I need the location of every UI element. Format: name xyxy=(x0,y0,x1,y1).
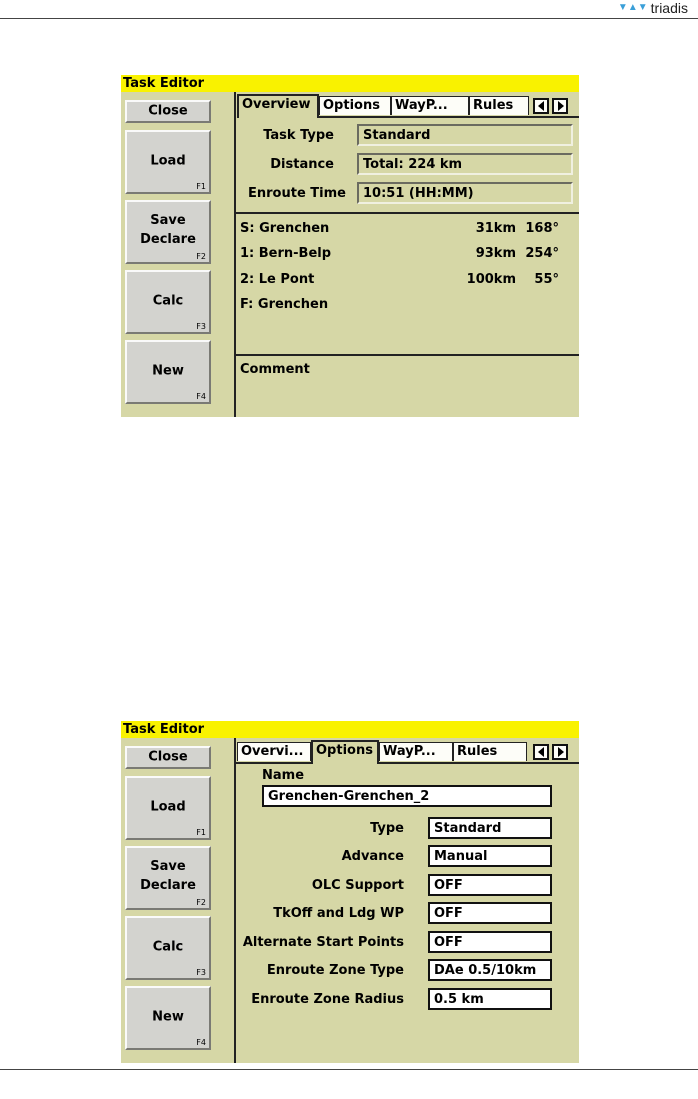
window-title: Task Editor xyxy=(121,75,579,92)
header-rule xyxy=(0,18,698,19)
option-alt-start-label: Alternate Start Points xyxy=(242,935,404,950)
load-button[interactable]: Load F1 xyxy=(125,776,211,840)
calc-button[interactable]: Calc F3 xyxy=(125,916,211,980)
option-tkoff-ldg-label: TkOff and Ldg WP xyxy=(273,906,404,921)
tab-options[interactable]: Options xyxy=(311,740,379,764)
tab-next-button[interactable] xyxy=(552,744,568,760)
waypoint-name[interactable]: S: Grenchen xyxy=(240,221,330,236)
fkey-label: F2 xyxy=(196,252,206,261)
tab-waypoints[interactable]: WayP... xyxy=(379,742,453,761)
function-key-sidebar xyxy=(121,92,235,417)
section-divider xyxy=(236,212,579,214)
fkey-label: F1 xyxy=(196,182,206,191)
waypoint-distance: 100km xyxy=(466,272,516,287)
tab-underline xyxy=(379,762,579,764)
waypoint-name[interactable]: 2: Le Pont xyxy=(240,272,315,287)
tab-prev-button[interactable] xyxy=(533,98,549,114)
waypoint-distance: 93km xyxy=(475,246,516,261)
tab-underline xyxy=(236,762,311,764)
new-button[interactable]: New F4 xyxy=(125,340,211,404)
arrow-right-icon xyxy=(558,747,564,757)
fkey-label: F1 xyxy=(196,828,206,837)
task-editor-screen-overview xyxy=(121,75,579,417)
comment-label: Comment xyxy=(240,362,310,377)
footer-rule xyxy=(0,1069,698,1070)
fkey-label: F4 xyxy=(196,392,206,401)
calc-button[interactable]: Calc F3 xyxy=(125,270,211,334)
tab-prev-button[interactable] xyxy=(533,744,549,760)
waypoint-bearing: 254° xyxy=(525,246,559,261)
brand-triangles-icon: ▼▲▼ xyxy=(617,2,648,13)
option-type-label: Type xyxy=(370,821,404,836)
option-alt-start-field[interactable]: OFF xyxy=(428,931,552,953)
distance-field: Total: 224 km xyxy=(357,153,573,175)
waypoint-distance: 31km xyxy=(475,221,516,236)
task-type-field[interactable]: Standard xyxy=(357,124,573,146)
fkey-label: F4 xyxy=(196,1038,206,1047)
tab-options[interactable]: Options xyxy=(319,96,391,115)
task-editor-screen-options xyxy=(121,721,579,1063)
arrow-right-icon xyxy=(558,101,564,111)
enroute-time-label: Enroute Time xyxy=(248,186,346,201)
tab-rules[interactable]: Rules xyxy=(453,742,527,761)
option-zone-radius-label: Enroute Zone Radius xyxy=(251,992,404,1007)
window-title: Task Editor xyxy=(121,721,579,738)
tab-next-button[interactable] xyxy=(552,98,568,114)
task-name-input[interactable]: Grenchen-Grenchen_2 xyxy=(262,785,552,807)
fkey-label: F2 xyxy=(196,898,206,907)
waypoint-name[interactable]: 1: Bern-Belp xyxy=(240,246,332,261)
fkey-label: F3 xyxy=(196,322,206,331)
save-declare-button[interactable]: Save Declare F2 xyxy=(125,200,211,264)
new-button[interactable]: New F4 xyxy=(125,986,211,1050)
sidebar-divider xyxy=(234,738,236,1063)
comment-divider xyxy=(236,354,579,356)
tab-underline xyxy=(318,116,579,118)
option-tkoff-ldg-field[interactable]: OFF xyxy=(428,902,552,924)
option-advance-label: Advance xyxy=(341,849,404,864)
load-button[interactable]: Load F1 xyxy=(125,130,211,194)
close-button[interactable]: Close xyxy=(125,746,211,769)
waypoint-name[interactable]: F: Grenchen xyxy=(240,297,329,312)
arrow-left-icon xyxy=(538,101,544,111)
arrow-left-icon xyxy=(538,747,544,757)
option-type-field[interactable]: Standard xyxy=(428,817,552,839)
save-declare-button[interactable]: Save Declare F2 xyxy=(125,846,211,910)
enroute-time-field: 10:51 (HH:MM) xyxy=(357,182,573,204)
tab-overview[interactable]: Overvi... xyxy=(237,742,311,761)
waypoint-bearing: 55° xyxy=(534,272,559,287)
close-button[interactable]: Close xyxy=(125,100,211,123)
option-zone-type-label: Enroute Zone Type xyxy=(266,963,404,978)
fkey-label: F3 xyxy=(196,968,206,977)
option-olc-support-field[interactable]: OFF xyxy=(428,874,552,896)
option-zone-radius-field[interactable]: 0.5 km xyxy=(428,988,552,1010)
distance-label: Distance xyxy=(270,157,334,172)
option-olc-support-label: OLC Support xyxy=(311,878,404,893)
brand-logo xyxy=(618,0,688,16)
option-zone-type-field[interactable]: DAe 0.5/10km xyxy=(428,959,552,981)
option-advance-field[interactable]: Manual xyxy=(428,845,552,867)
function-key-sidebar xyxy=(121,738,235,1063)
waypoint-bearing: 168° xyxy=(525,221,559,236)
tab-overview[interactable]: Overview xyxy=(237,94,319,118)
tab-rules[interactable]: Rules xyxy=(469,96,529,115)
tab-waypoints[interactable]: WayP... xyxy=(391,96,469,115)
task-type-label: Task Type xyxy=(263,128,334,143)
task-name-label: Name xyxy=(262,768,305,783)
brand-name: triadis xyxy=(650,0,688,16)
